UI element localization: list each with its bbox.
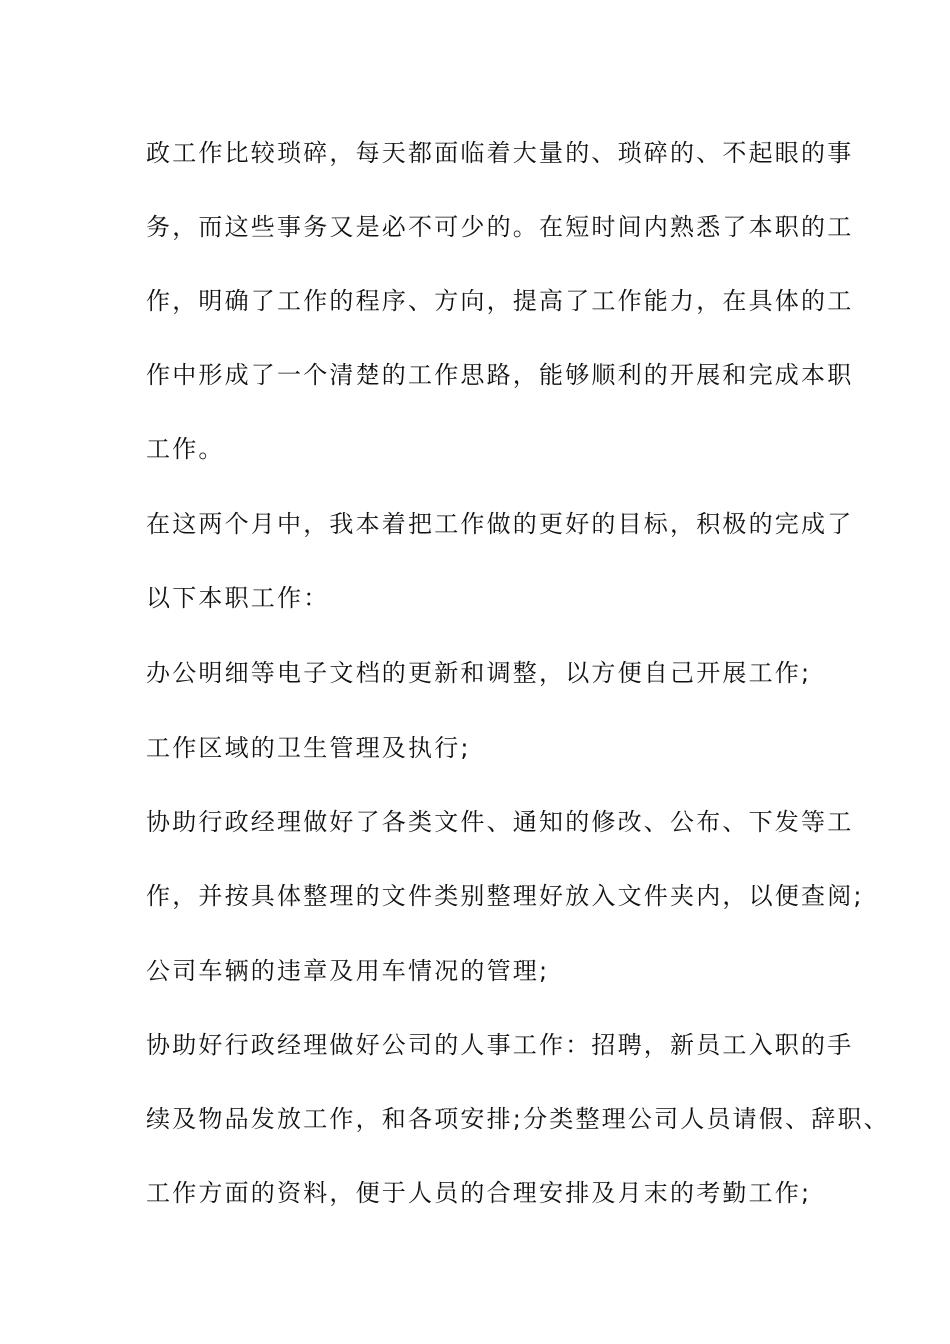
- paragraph-line: 政工作比较琐碎，每天都面临着大量的、琐碎的、不起眼的事: [146, 139, 854, 167]
- paragraph-line: 以下本职工作：: [146, 584, 330, 612]
- paragraph-line: 作，明确了工作的程序、方向，提高了工作能力，在具体的工: [146, 287, 854, 315]
- paragraph-line: 工作。: [146, 435, 225, 463]
- paragraph-line: 协助好行政经理做好公司的人事工作：招聘，新员工入职的手: [146, 1031, 854, 1059]
- paragraph-line: 工作方面的资料，便于人员的合理安排及月末的考勤工作;: [146, 1179, 812, 1207]
- paragraph-line: 协助行政经理做好了各类文件、通知的修改、公布、下发等工: [146, 808, 854, 836]
- paragraph-line: 续及物品发放工作，和各项安排;分类整理公司人员请假、辞职、: [146, 1105, 890, 1133]
- paragraph-line: 作中形成了一个清楚的工作思路，能够顺利的开展和完成本职: [146, 361, 854, 389]
- paragraph-line: 务，而这些事务又是必不可少的。在短时间内熟悉了本职的工: [146, 213, 854, 241]
- paragraph-line: 办公明细等电子文档的更新和调整，以方便自己开展工作;: [146, 659, 812, 687]
- paragraph-line: 在这两个月中，我本着把工作做的更好的目标，积极的完成了: [146, 510, 854, 538]
- paragraph-line: 工作区域的卫生管理及执行;: [146, 734, 471, 762]
- paragraph-line: 公司车辆的违章及用车情况的管理;: [146, 957, 550, 985]
- paragraph-line: 作，并按具体整理的文件类别整理好放入文件夹内，以便查阅;: [146, 882, 864, 910]
